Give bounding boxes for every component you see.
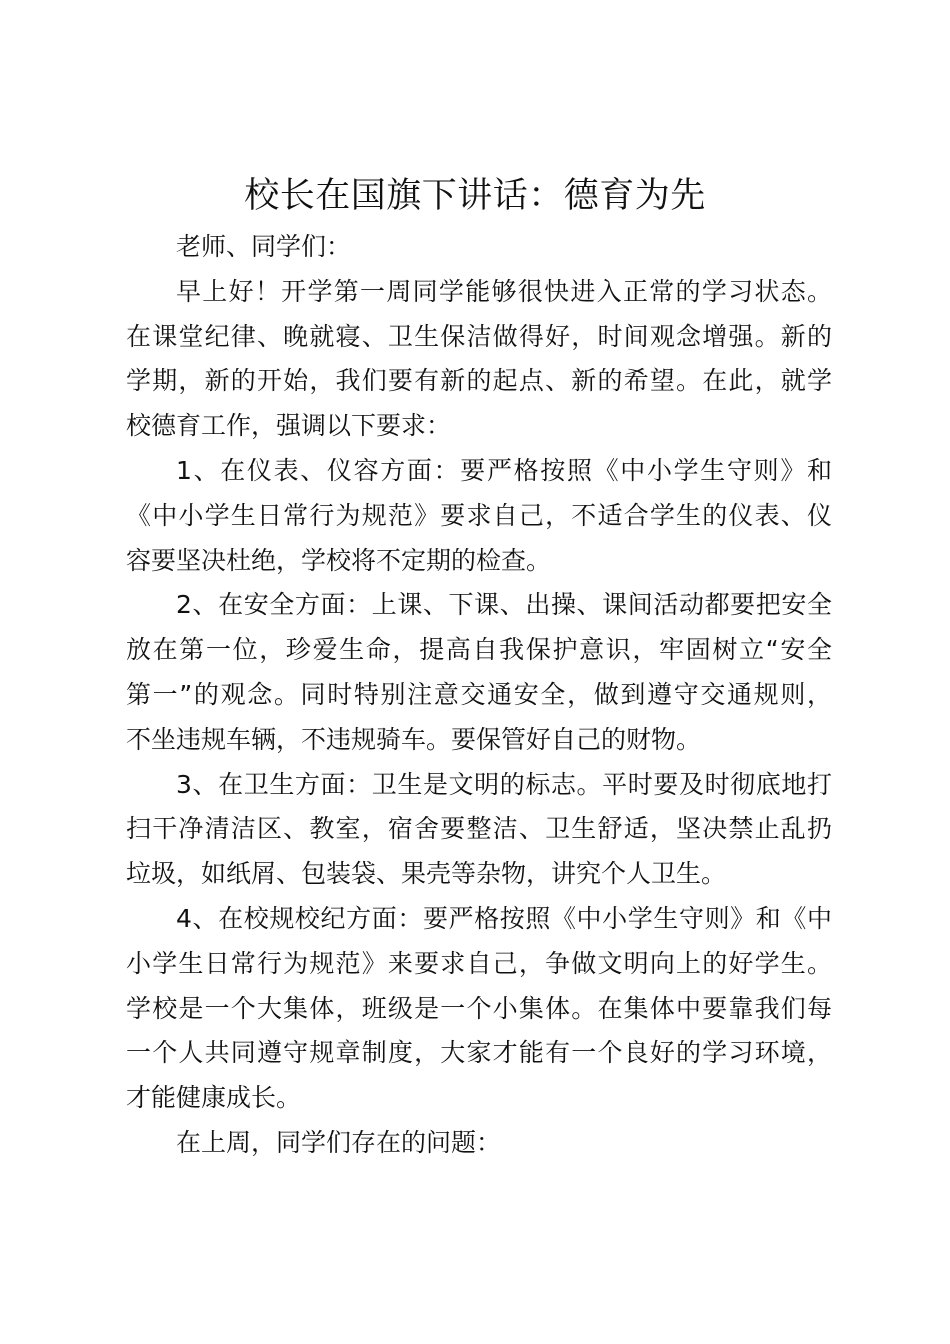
text-line: 3、在卫生方面：卫生是文明的标志。平时要及时彻底地打 — [176, 769, 832, 799]
paragraph-item-2 — [126, 583, 832, 762]
text-line: 放在第一位，珍爱生命，提高自我保护意识，牢固树立“安全 — [126, 635, 832, 665]
text-line: 2、在安全方面：上课、下课、出操、课间活动都要把安全 — [176, 590, 832, 620]
text-line: 小学生日常行为规范》来要求自己，争做文明向上的好学生。 — [126, 948, 832, 978]
paragraph-item-3 — [126, 763, 832, 897]
text-line: 在课堂纪律、晚就寝、卫生保洁做得好，时间观念增强。新的 — [126, 321, 832, 351]
document-title: 校长在国旗下讲话：德育为先 — [244, 176, 706, 216]
text-line: 垃圾，如纸屑、包装袋、果壳等杂物，讲究个人卫生。 — [126, 859, 727, 889]
text-line: 学期，新的开始，我们要有新的起点、新的希望。在此，就学 — [126, 366, 832, 396]
text-line: 早上好！开学第一周同学能够很快进入正常的学习状态。 — [176, 276, 832, 306]
text-line: 一个人共同遵守规章制度，大家才能有一个良好的学习环境， — [126, 1038, 832, 1068]
text-line: 4、在校规校纪方面：要严格按照《中小学生守则》和《中 — [176, 903, 832, 933]
text-line: 才能健康成长。 — [126, 1083, 302, 1113]
paragraph-greeting — [126, 225, 832, 270]
text-line: 第一”的观念。同时特别注意交通安全，做到遵守交通规则， — [126, 679, 832, 709]
text-line: 老师、同学们： — [176, 232, 352, 261]
text-line: 校德育工作，强调以下要求： — [126, 411, 452, 441]
document-body — [126, 225, 832, 1166]
paragraph-problems-intro — [126, 1121, 832, 1166]
text-line: 容要坚决杜绝，学校将不定期的检查。 — [126, 545, 552, 575]
paragraph-item-1 — [126, 449, 832, 583]
paragraph-opening — [126, 270, 832, 449]
paragraph-item-4 — [126, 897, 832, 1121]
text-line: 在上周，同学们存在的问题： — [176, 1127, 502, 1157]
text-line: 不坐违规车辆，不违规骑车。要保管好自己的财物。 — [126, 724, 702, 754]
text-line: 扫干净清洁区、教室，宿舍要整洁、卫生舒适，坚决禁止乱扔 — [126, 814, 832, 844]
text-line: 《中小学生日常行为规范》要求自己，不适合学生的仪表、仪 — [126, 500, 832, 530]
text-line: 1、在仪表、仪容方面：要严格按照《中小学生守则》和 — [176, 455, 832, 485]
text-line: 学校是一个大集体，班级是一个小集体。在集体中要靠我们每 — [126, 993, 832, 1023]
